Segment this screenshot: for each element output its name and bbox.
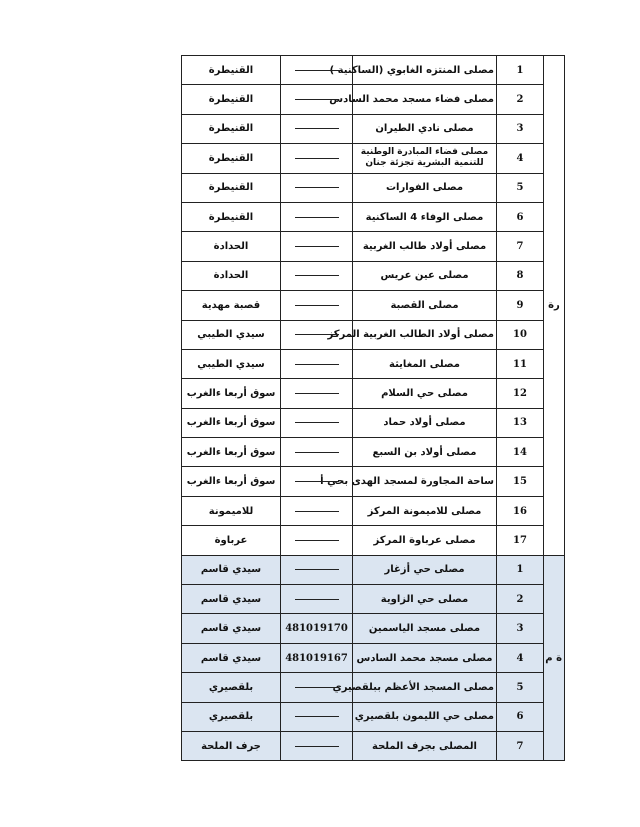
empty-dash bbox=[295, 687, 339, 688]
table-row bbox=[182, 585, 565, 614]
table-row bbox=[182, 261, 565, 290]
row-number-cell: 7 bbox=[497, 232, 544, 261]
town-cell: القنيطرة bbox=[182, 202, 281, 231]
table-body bbox=[182, 56, 565, 761]
town-cell: القنيطرة bbox=[182, 114, 281, 143]
prayer-ground-name-cell: مصلى الفوارات bbox=[353, 173, 497, 202]
prayer-ground-name-cell: ساحة المجاورة لمسجد الهدى بحي أ bbox=[353, 467, 497, 496]
table-row bbox=[182, 526, 565, 555]
prayer-ground-name-cell: مصلى حي أزغار bbox=[353, 555, 497, 584]
row-number-cell: 7 bbox=[497, 731, 544, 760]
empty-dash bbox=[295, 599, 339, 600]
phone-cell bbox=[281, 408, 353, 437]
row-number-cell: 3 bbox=[497, 614, 544, 643]
row-number-cell: 5 bbox=[497, 673, 544, 702]
table-row bbox=[182, 232, 565, 261]
row-number-cell: 1 bbox=[497, 555, 544, 584]
phone-cell bbox=[281, 379, 353, 408]
row-number-cell: 6 bbox=[497, 202, 544, 231]
empty-dash bbox=[295, 305, 339, 306]
row-number-cell: 14 bbox=[497, 438, 544, 467]
prayer-grounds-table-container bbox=[181, 55, 562, 761]
prayer-ground-name-cell: مصلى فضاء المبادرة الوطنية للتنمية البشرية تجزئة جنان bbox=[353, 144, 497, 173]
empty-dash bbox=[295, 422, 339, 423]
table-row bbox=[182, 202, 565, 231]
phone-cell bbox=[281, 526, 353, 555]
row-number-cell: 2 bbox=[497, 85, 544, 114]
phone-cell bbox=[281, 702, 353, 731]
town-cell: بلقصيري bbox=[182, 702, 281, 731]
prayer-ground-name-cell: مصلى المغايثة bbox=[353, 349, 497, 378]
table-row bbox=[182, 467, 565, 496]
table-row bbox=[182, 114, 565, 143]
prayer-ground-name-cell: مصلى المسجد الأعظم ببلقصيري bbox=[353, 673, 497, 702]
table-row bbox=[182, 643, 565, 672]
town-cell: القنيطرة bbox=[182, 173, 281, 202]
empty-dash bbox=[295, 275, 339, 276]
phone-cell bbox=[281, 261, 353, 290]
table-row bbox=[182, 320, 565, 349]
prayer-ground-name-cell: مصلى أولاد حماد bbox=[353, 408, 497, 437]
phone-cell bbox=[281, 173, 353, 202]
prayer-ground-name-cell: مصلى مسجد الياسمين bbox=[353, 614, 497, 643]
row-number-cell: 12 bbox=[497, 379, 544, 408]
town-cell: سيدي قاسم bbox=[182, 643, 281, 672]
town-cell: القنيطرة bbox=[182, 85, 281, 114]
town-cell: بلقصيري bbox=[182, 673, 281, 702]
empty-dash bbox=[295, 246, 339, 247]
empty-dash bbox=[295, 716, 339, 717]
empty-dash bbox=[295, 187, 339, 188]
empty-dash bbox=[295, 334, 339, 335]
empty-dash bbox=[295, 393, 339, 394]
row-number-cell: 15 bbox=[497, 467, 544, 496]
town-cell: سوق أربعا ءالغرب bbox=[182, 467, 281, 496]
row-number-cell: 6 bbox=[497, 702, 544, 731]
row-number-cell: 3 bbox=[497, 114, 544, 143]
prayer-ground-name-cell: مصلى القصبة bbox=[353, 291, 497, 320]
table-row bbox=[182, 614, 565, 643]
prayer-ground-name-cell: مصلى مسجد محمد السادس bbox=[353, 643, 497, 672]
prayer-ground-name-cell: مصلى حي الزاوية bbox=[353, 585, 497, 614]
empty-dash bbox=[295, 511, 339, 512]
row-number-cell: 10 bbox=[497, 320, 544, 349]
table-row bbox=[182, 349, 565, 378]
empty-dash bbox=[295, 217, 339, 218]
town-cell: القنيطرة bbox=[182, 144, 281, 173]
table-row bbox=[182, 291, 565, 320]
empty-dash bbox=[295, 70, 339, 71]
town-cell: جرف الملحة bbox=[182, 731, 281, 760]
prayer-ground-name-cell: مصلى عرباوة المركز bbox=[353, 526, 497, 555]
table-row bbox=[182, 85, 565, 114]
prayer-ground-name-cell: مصلى فضاء مسجد محمد السادس bbox=[353, 85, 497, 114]
town-cell: سيدي قاسم bbox=[182, 555, 281, 584]
empty-dash bbox=[295, 128, 339, 129]
prayer-ground-name-cell: المصلى بجرف الملحة bbox=[353, 731, 497, 760]
town-cell: عرباوة bbox=[182, 526, 281, 555]
town-cell: سيدي الطيبي bbox=[182, 320, 281, 349]
table-row bbox=[182, 144, 565, 173]
row-number-cell: 16 bbox=[497, 496, 544, 525]
row-number-cell: 9 bbox=[497, 291, 544, 320]
table-row bbox=[182, 379, 565, 408]
row-number-cell: 4 bbox=[497, 643, 544, 672]
phone-cell bbox=[281, 496, 353, 525]
town-cell: القنيطرة bbox=[182, 56, 281, 85]
prayer-ground-name-cell: مصلى الوفاء 4 الساكنية bbox=[353, 202, 497, 231]
phone-cell bbox=[281, 438, 353, 467]
empty-dash bbox=[295, 99, 339, 100]
prayer-ground-name-cell: مصلى المنتزه الغابوي (الساكنية ) bbox=[353, 56, 497, 85]
town-cell: سيدي الطيبي bbox=[182, 349, 281, 378]
phone-cell bbox=[281, 555, 353, 584]
prayer-ground-name-cell: مصلى أولاد طالب الغربية bbox=[353, 232, 497, 261]
town-cell: سوق أربعا ءالغرب bbox=[182, 408, 281, 437]
table-row bbox=[182, 173, 565, 202]
empty-dash bbox=[295, 481, 339, 482]
prayer-ground-name-cell: مصلى نادي الطيران bbox=[353, 114, 497, 143]
phone-cell bbox=[281, 144, 353, 173]
phone-cell bbox=[281, 291, 353, 320]
town-cell: الحدادة bbox=[182, 232, 281, 261]
row-number-cell: 4 bbox=[497, 144, 544, 173]
region-cell: رة bbox=[544, 56, 565, 556]
prayer-ground-name-cell: مصلى حي السلام bbox=[353, 379, 497, 408]
row-number-cell: 5 bbox=[497, 173, 544, 202]
empty-dash bbox=[295, 569, 339, 570]
town-cell: سوق أربعا ءالغرب bbox=[182, 438, 281, 467]
row-number-cell: 8 bbox=[497, 261, 544, 290]
row-number-cell: 11 bbox=[497, 349, 544, 378]
row-number-cell: 2 bbox=[497, 585, 544, 614]
phone-cell bbox=[281, 585, 353, 614]
town-cell: قصبة مهدية bbox=[182, 291, 281, 320]
prayer-grounds-table bbox=[181, 55, 565, 761]
empty-dash bbox=[295, 540, 339, 541]
prayer-ground-name-cell: مصلى حي الليمون بلقصيري bbox=[353, 702, 497, 731]
prayer-ground-name-cell: مصلى عين عريس bbox=[353, 261, 497, 290]
table-row bbox=[182, 408, 565, 437]
empty-dash bbox=[295, 364, 339, 365]
phone-cell bbox=[281, 202, 353, 231]
phone-cell bbox=[281, 731, 353, 760]
town-cell: سوق أربعا ءالغرب bbox=[182, 379, 281, 408]
table-row bbox=[182, 555, 565, 584]
phone-cell bbox=[281, 114, 353, 143]
prayer-ground-name-cell: مصلى أولاد بن السبع bbox=[353, 438, 497, 467]
row-number-cell: 17 bbox=[497, 526, 544, 555]
phone-cell bbox=[281, 232, 353, 261]
table-row bbox=[182, 496, 565, 525]
phone-cell bbox=[281, 349, 353, 378]
town-cell: سيدي قاسم bbox=[182, 585, 281, 614]
prayer-ground-name-cell: مصلى أولاد الطالب الغربية المركز bbox=[353, 320, 497, 349]
empty-dash bbox=[295, 746, 339, 747]
phone-cell: 481019170 bbox=[281, 614, 353, 643]
town-cell: سيدي قاسم bbox=[182, 614, 281, 643]
empty-dash bbox=[295, 452, 339, 453]
table-row bbox=[182, 56, 565, 85]
town-cell: للاميمونة bbox=[182, 496, 281, 525]
empty-dash bbox=[295, 158, 339, 159]
table-row bbox=[182, 731, 565, 760]
row-number-cell: 1 bbox=[497, 56, 544, 85]
phone-cell: 481019167 bbox=[281, 643, 353, 672]
table-row bbox=[182, 702, 565, 731]
row-number-cell: 13 bbox=[497, 408, 544, 437]
prayer-ground-name-cell: مصلى للاميمونة المركز bbox=[353, 496, 497, 525]
region-cell: ة م bbox=[544, 555, 565, 761]
table-row bbox=[182, 438, 565, 467]
town-cell: الحدادة bbox=[182, 261, 281, 290]
table-row bbox=[182, 673, 565, 702]
